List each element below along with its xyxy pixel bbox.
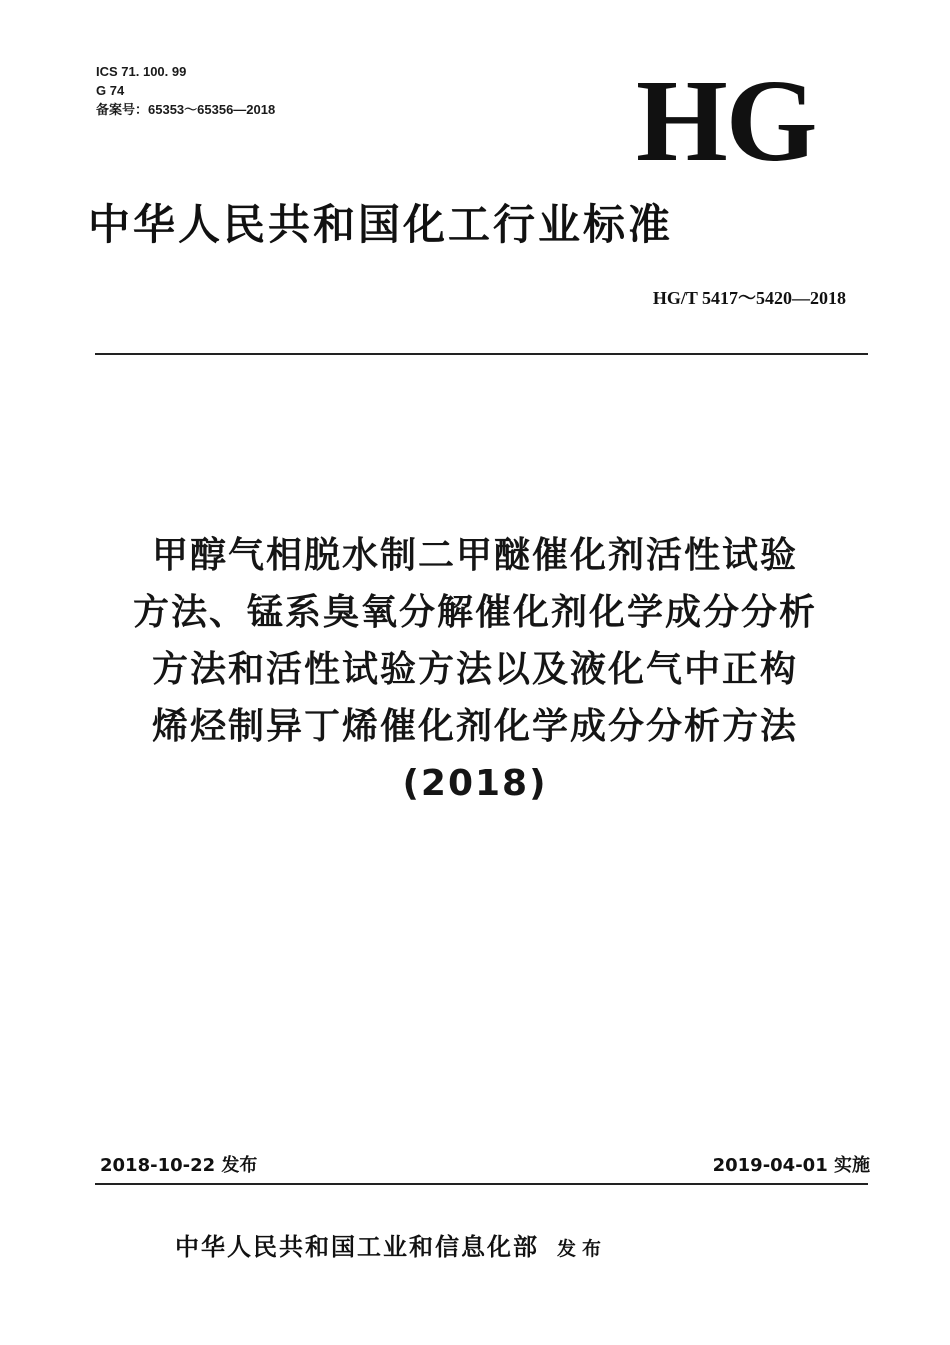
standard-number: HG/T 5417～5420—2018	[652, 288, 846, 308]
bottom-divider	[95, 1183, 868, 1185]
issuer-suffix: 发布	[557, 1238, 608, 1260]
document-title-year: (2018)	[402, 763, 548, 804]
document-title-line-4: 烯烃制异丁烯催化剂化学成分分析方法	[151, 706, 798, 747]
standard-title: 中华人民共和国化工行业标准	[88, 200, 674, 249]
implement-date: 2019-04-01 实施	[712, 1155, 870, 1176]
top-divider	[95, 353, 868, 355]
dates-row	[100, 1154, 870, 1178]
ics-code: ICS 71. 100. 99	[96, 64, 187, 79]
hg-logo: HG	[636, 55, 816, 186]
document-title-line-2: 方法、锰系臭氧分解催化剂化学成分分析	[132, 592, 817, 633]
document-title-line-1: 甲醇气相脱水制二甲醚催化剂活性试验	[151, 535, 798, 576]
publish-date: 2018-10-22 发布	[100, 1155, 258, 1176]
document-title-line-3: 方法和活性试验方法以及液化气中正构	[151, 649, 798, 690]
document-title	[60, 527, 890, 812]
classification-code: G 74	[96, 83, 125, 98]
issuer-name: 中华人民共和国工业和信息化部	[175, 1233, 539, 1261]
issuer	[175, 1230, 607, 1266]
cover-metadata	[96, 62, 275, 119]
record-number: 备案号：65353～65356—2018	[96, 102, 276, 117]
